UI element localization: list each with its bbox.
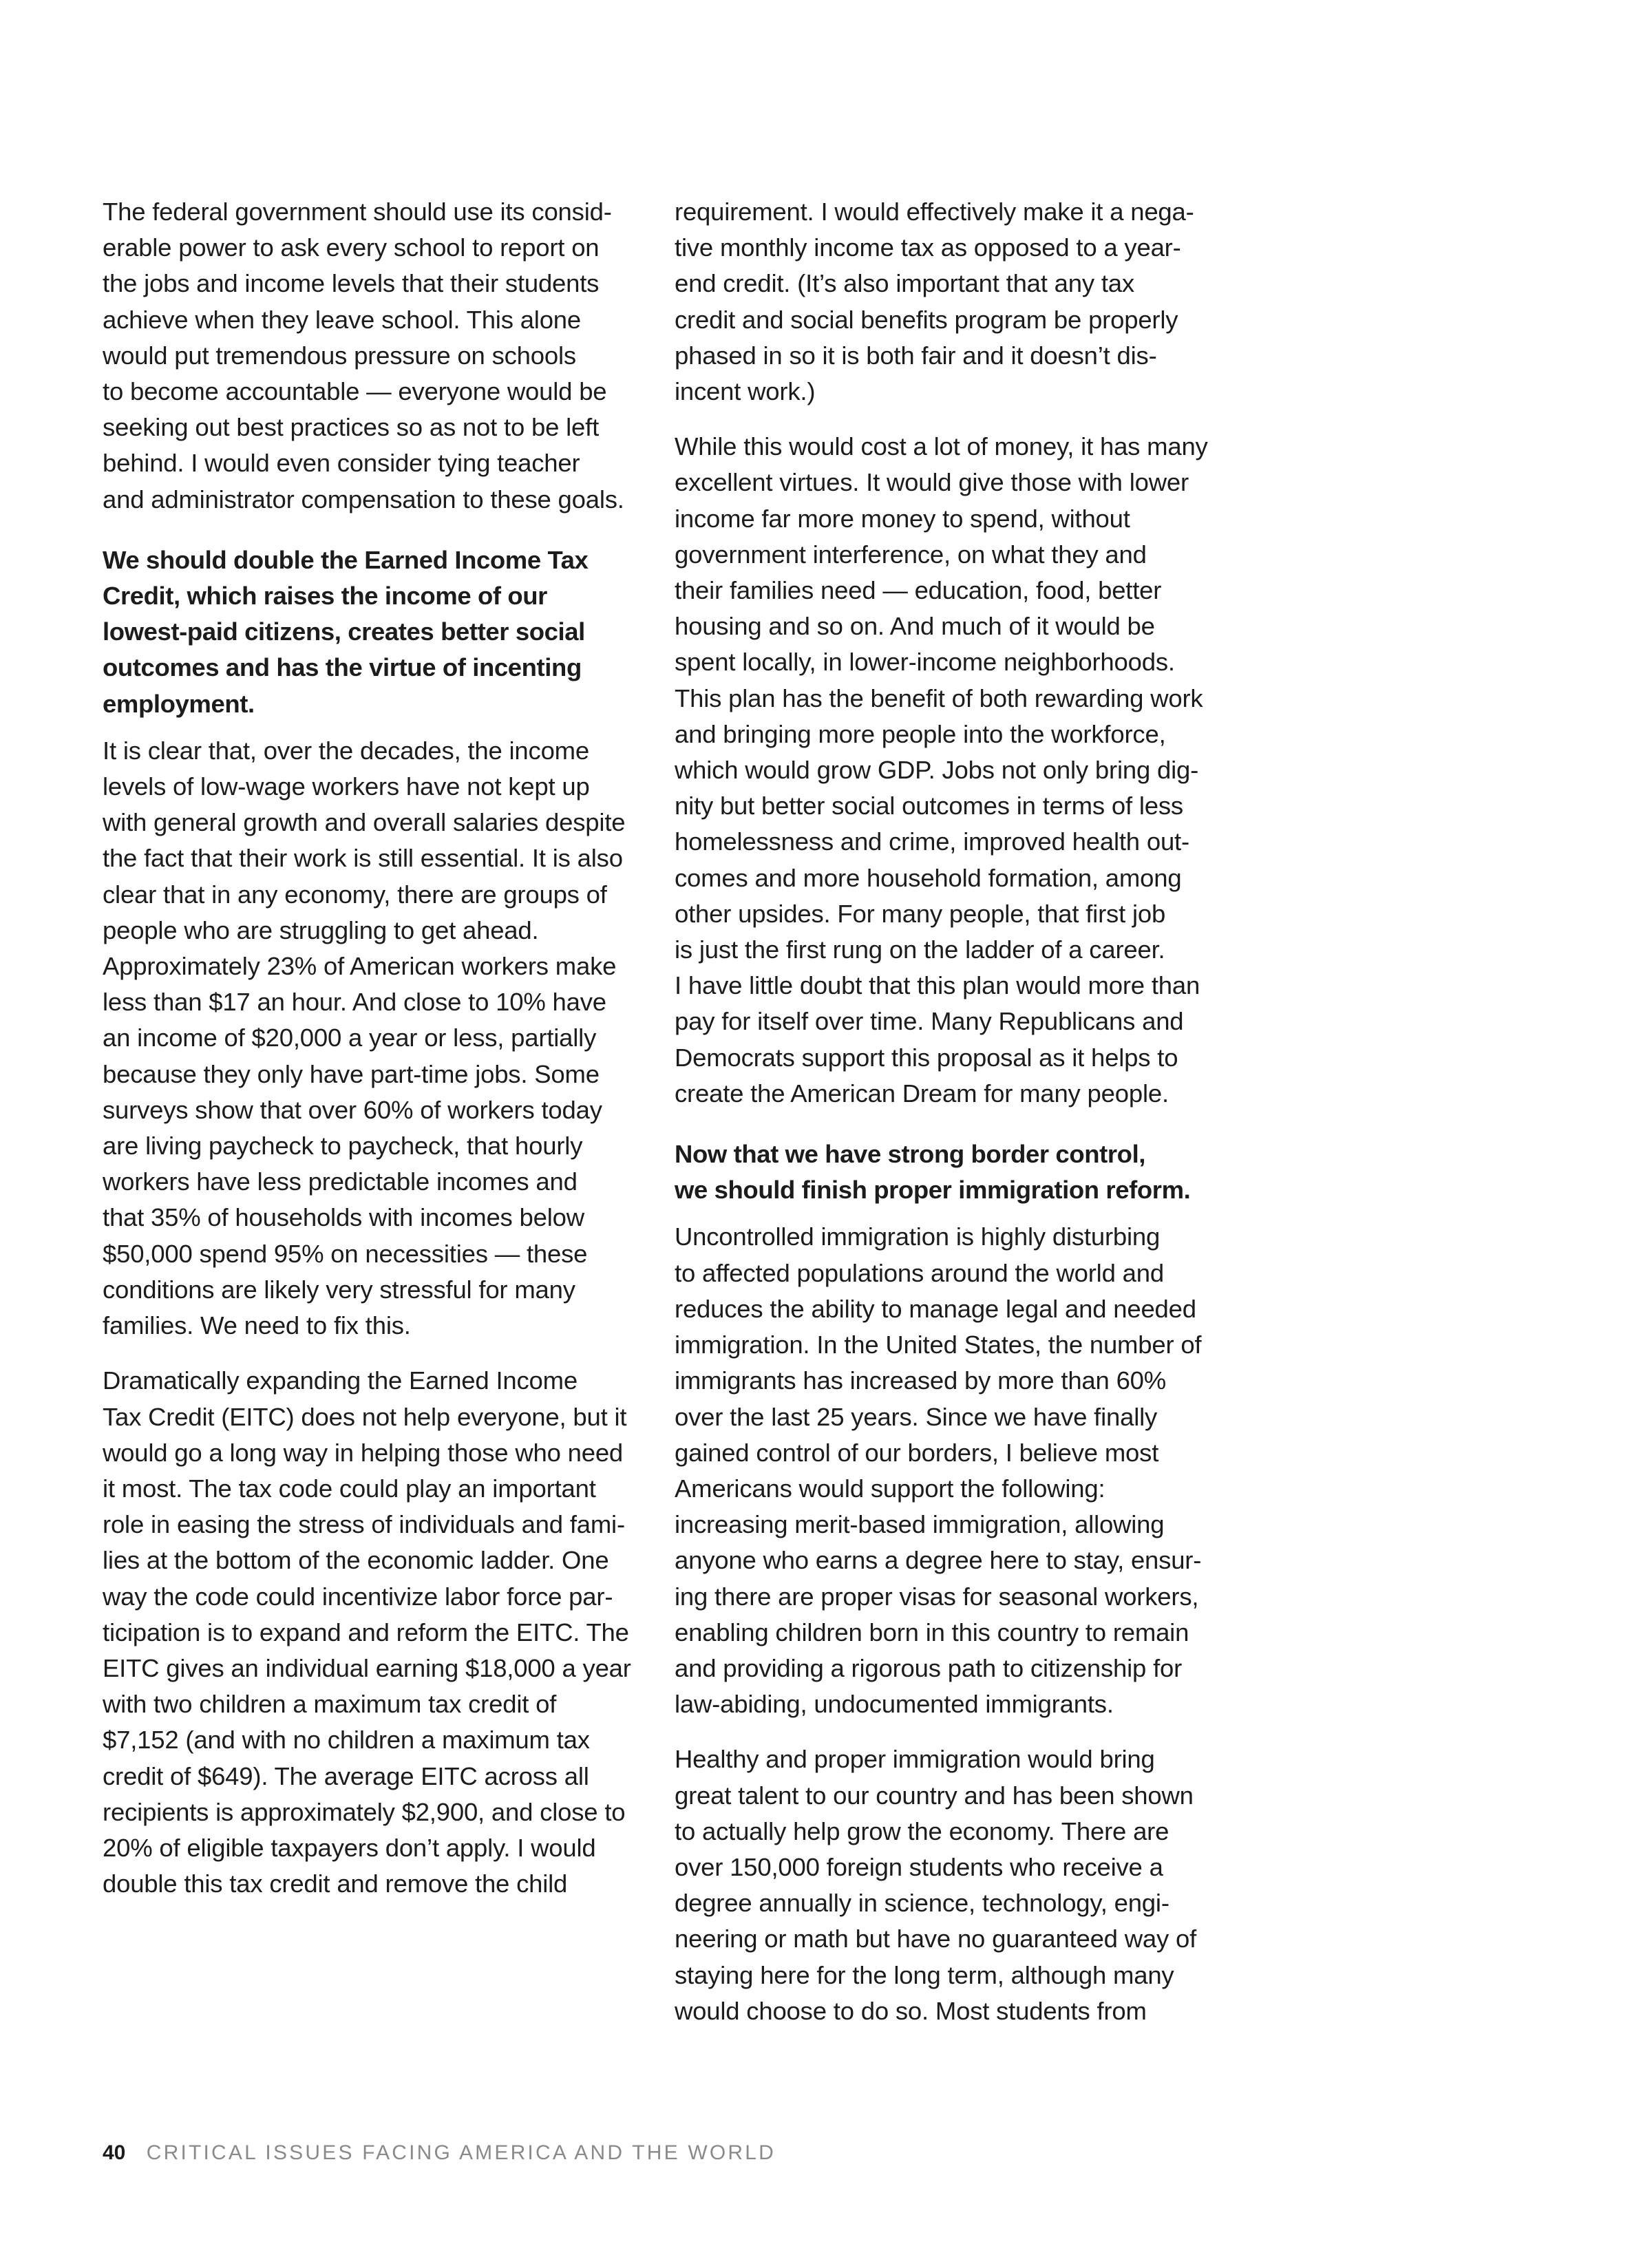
section-heading: [103, 542, 646, 722]
text-line: great talent to our country and has been shown: [675, 1781, 1194, 1810]
text-line: enabling children born in this country to remain: [675, 1618, 1189, 1646]
text-line: Approximately 23% of American workers make: [103, 952, 617, 981]
text-line: would go a long way in helping those who need: [103, 1438, 624, 1467]
text-line: income far more money to spend, without: [675, 504, 1130, 533]
text-line: EITC gives an individual earning $18,000 a year: [103, 1653, 631, 1682]
body-paragraph: [675, 194, 1218, 410]
text-line: to actually help grow the economy. There are: [675, 1816, 1169, 1845]
text-line: lowest-paid citizens, creates better social: [103, 617, 585, 646]
text-line: spent locally, in lower-income neighborhoods.: [675, 648, 1175, 677]
text-line: ing there are proper visas for seasonal workers,: [675, 1582, 1199, 1611]
text-line: Credit, which raises the income of our: [103, 582, 547, 611]
text-line: increasing merit-based immigration, allowing: [675, 1510, 1165, 1539]
text-line: over the last 25 years. Since we have finally: [675, 1402, 1158, 1431]
page-number: 40: [103, 2141, 126, 2164]
text-line: This plan has the benefit of both rewarding work: [675, 684, 1203, 712]
text-line: Dramatically expanding the Earned Income: [103, 1366, 578, 1395]
text-line: double this tax credit and remove the child: [103, 1869, 568, 1898]
text-line: We should double the Earned Income Tax: [103, 545, 589, 574]
page-footer: [103, 2139, 776, 2167]
text-line: workers have less predictable incomes and: [103, 1167, 578, 1196]
text-line: Americans would support the following:: [675, 1474, 1105, 1503]
text-line: it most. The tax code could play an important: [103, 1474, 596, 1503]
body-paragraph: [103, 1363, 646, 1902]
text-line: While this would cost a lot of money, it has many: [675, 432, 1208, 461]
text-line: surveys show that over 60% of workers today: [103, 1095, 602, 1124]
text-line: would choose to do so. Most students from: [675, 1996, 1147, 2025]
right-text-column: [675, 194, 1218, 2029]
text-line: and providing a rigorous path to citizenship for: [675, 1653, 1183, 1682]
text-line: pay for itself over time. Many Republicans and: [675, 1007, 1184, 1036]
text-line: government interference, on what they and: [675, 540, 1147, 569]
text-line: their families need — education, food, better: [675, 576, 1162, 605]
text-line: Tax Credit (EITC) does not help everyone, but it: [103, 1402, 627, 1431]
text-line: are living paycheck to paycheck, that hourly: [103, 1132, 583, 1161]
text-line: ticipation is to expand and reform the EITC. The: [103, 1618, 629, 1646]
text-line: create the American Dream for many people.: [675, 1079, 1169, 1108]
text-line: Now that we have strong border control,: [675, 1140, 1146, 1169]
text-line: requirement. I would effectively make it a nega-: [675, 198, 1194, 226]
running-title: CRITICAL ISSUES FACING AMERICA AND THE WORLD: [146, 2141, 776, 2164]
text-line: people who are struggling to get ahead.: [103, 915, 539, 944]
body-paragraph: [675, 1219, 1218, 1722]
text-line: excellent virtues. It would give those with lower: [675, 468, 1189, 497]
text-line: and administrator compensation to these goals.: [103, 485, 624, 513]
text-line: role in easing the stress of individuals and fami-: [103, 1510, 625, 1539]
text-line: Healthy and proper immigration would bring: [675, 1745, 1155, 1774]
body-paragraph: [675, 1741, 1218, 2029]
text-line: achieve when they leave school. This alone: [103, 305, 582, 334]
text-line: phased in so it is both fair and it doesn’t dis-: [675, 341, 1157, 370]
text-line: comes and more household formation, among: [675, 863, 1182, 892]
text-line: I have little doubt that this plan would more than: [675, 971, 1200, 1000]
body-paragraph: [675, 429, 1218, 1112]
text-line: that 35% of households with incomes below: [103, 1203, 584, 1232]
text-line: with general growth and overall salaries despite: [103, 808, 626, 837]
text-line: over 150,000 foreign students who receive a: [675, 1852, 1163, 1881]
text-line: other upsides. For many people, that first job: [675, 899, 1166, 928]
text-line: gained control of our borders, I believe most: [675, 1438, 1159, 1467]
text-line: tive monthly income tax as opposed to a year-: [675, 233, 1181, 262]
text-line: levels of low-wage workers have not kept up: [103, 772, 590, 801]
text-line: we should finish proper immigration reform.: [675, 1176, 1191, 1205]
text-line: the fact that their work is still essential. It is also: [103, 844, 623, 873]
text-line: The federal government should use its consid-: [103, 198, 612, 226]
text-line: outcomes and has the virtue of incenting: [103, 653, 582, 682]
text-line: way the code could incentivize labor force par-: [103, 1582, 613, 1611]
text-line: credit of $649). The average EITC across all: [103, 1761, 589, 1790]
text-line: to affected populations around the world and: [675, 1258, 1164, 1287]
text-line: less than $17 an hour. And close to 10% have: [103, 988, 606, 1017]
text-line: It is clear that, over the decades, the income: [103, 736, 589, 765]
text-line: degree annually in science, technology, engi-: [675, 1889, 1169, 1918]
text-line: and bringing more people into the workforce,: [675, 719, 1166, 748]
text-line: would put tremendous pressure on schools: [103, 341, 576, 370]
section-heading: [675, 1136, 1218, 1208]
text-line: incent work.): [675, 377, 816, 406]
text-line: an income of $20,000 a year or less, partially: [103, 1024, 597, 1052]
text-line: with two children a maximum tax credit of: [103, 1690, 557, 1719]
text-line: neering or math but have no guaranteed way of: [675, 1925, 1197, 1953]
text-line: 20% of eligible taxpayers don’t apply. I would: [103, 1833, 596, 1862]
text-line: to become accountable — everyone would be: [103, 377, 607, 406]
text-line: $7,152 (and with no children a maximum tax: [103, 1726, 590, 1755]
text-line: is just the first rung on the ladder of a career.: [675, 935, 1165, 964]
text-line: behind. I would even consider tying teacher: [103, 449, 580, 478]
text-line: reduces the ability to manage legal and needed: [675, 1294, 1196, 1323]
text-line: recipients is approximately $2,900, and close to: [103, 1797, 626, 1826]
text-line: $50,000 spend 95% on necessities — these: [103, 1239, 588, 1268]
text-line: the jobs and income levels that their students: [103, 269, 600, 298]
body-paragraph: [103, 733, 646, 1344]
text-line: seeking out best practices so as not to be left: [103, 413, 600, 442]
text-line: anyone who earns a degree here to stay, ensur-: [675, 1546, 1202, 1575]
text-line: employment.: [103, 689, 255, 718]
text-line: because they only have part-time jobs. Some: [103, 1059, 600, 1088]
body-paragraph: [103, 194, 646, 518]
text-line: lies at the bottom of the economic ladder. One: [103, 1546, 609, 1575]
text-line: nity but better social outcomes in terms of less: [675, 792, 1183, 820]
text-line: Democrats support this proposal as it helps to: [675, 1043, 1178, 1072]
text-line: credit and social benefits program be properly: [675, 305, 1178, 334]
text-line: immigration. In the United States, the number of: [675, 1331, 1202, 1359]
text-line: erable power to ask every school to report on: [103, 233, 600, 262]
left-text-column: [103, 194, 646, 1902]
text-line: immigrants has increased by more than 60%: [675, 1366, 1167, 1395]
text-line: families. We need to fix this.: [103, 1311, 411, 1340]
text-line: which would grow GDP. Jobs not only bring dig-: [675, 756, 1199, 785]
text-line: Uncontrolled immigration is highly disturbing: [675, 1222, 1161, 1251]
text-line: end credit. (It’s also important that any tax: [675, 269, 1134, 298]
text-line: staying here for the long term, although many: [675, 1960, 1174, 1989]
text-line: homelessness and crime, improved health out-: [675, 827, 1189, 856]
text-line: law-abiding, undocumented immigrants.: [675, 1690, 1114, 1719]
text-line: housing and so on. And much of it would be: [675, 612, 1155, 641]
text-line: conditions are likely very stressful for many: [103, 1275, 575, 1304]
text-line: clear that in any economy, there are groups of: [103, 880, 607, 909]
